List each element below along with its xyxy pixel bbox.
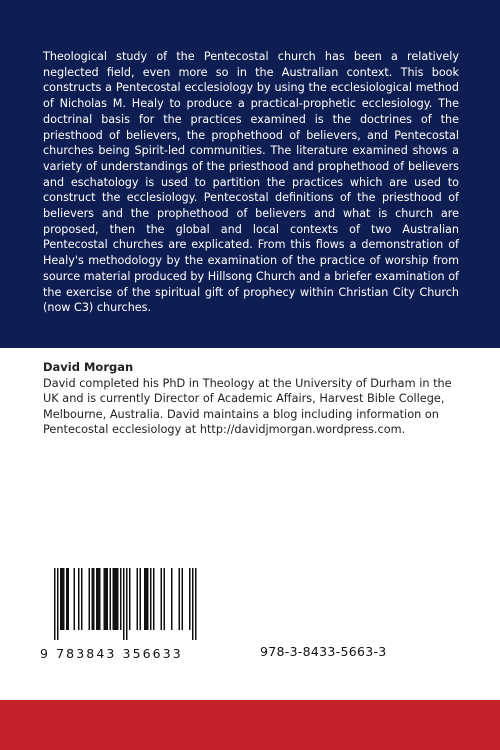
barcode-bar bbox=[117, 568, 119, 630]
barcode-bar bbox=[98, 568, 100, 630]
barcode-bar bbox=[93, 568, 95, 630]
barcode-bar bbox=[60, 568, 62, 630]
barcode-bar bbox=[92, 568, 94, 630]
barcode-bar bbox=[179, 568, 181, 630]
barcode-bar bbox=[171, 568, 173, 630]
book-blurb: Theological study of the Pentecostal church has been a relatively neglected field, even more so in the Australian context. This book constructs a Pentecostal ecclesiology by using the ecclesiological method of Nicholas M. Healy to produce a practical-prophetic ecclesiology. The doctrinal basis for the practices examined is the doctrines of the priesthood of believers, the prophethood of believers, and Pentecostal churches being Spirit-led communities. The literature examined shows a variety of understandings of the priesthood and prophethood of believers and eschatology is used to partition the practices which are used to construct the ecclesiology. Pentecostal definitions of the priesthood of believers and the prophethood of believers and what is church are proposed, then the global and local contexts of two Australian Pentecostal churches are explicated. From this flows a demonstration of Healy's methodology by the examination of the practice of worship from source material produced by Hillsong Church and a briefer examination of the exercise of the spiritual gift of prophecy within Christian City Church (now C3) churches. bbox=[43, 50, 459, 315]
barcode-digits: 9 783843 356633 bbox=[40, 646, 183, 661]
barcode-bar bbox=[140, 568, 142, 630]
barcode-bar bbox=[164, 568, 166, 630]
barcode-bar bbox=[54, 568, 56, 640]
barcode-bar bbox=[57, 568, 59, 640]
barcode-bar bbox=[66, 568, 68, 630]
author-bio: David completed his PhD in Theology at the University of Durham in the UK and is currently Director of Academic Affairs, Harvest Bible College, Melbourne, Australia. David maintains a blog including information on Pentecostal ecclesiology at http://davidjmorgan.wordpress.com. bbox=[43, 376, 452, 436]
barcode-bar bbox=[89, 568, 91, 630]
barcode-bar bbox=[78, 568, 80, 630]
barcode-bar bbox=[104, 568, 106, 630]
barcode-bar bbox=[182, 568, 184, 630]
barcode-bar bbox=[161, 568, 163, 630]
barcode-bar bbox=[68, 568, 70, 630]
barcode-bar bbox=[189, 568, 191, 630]
author-section bbox=[43, 360, 463, 438]
barcode-bar bbox=[150, 568, 152, 630]
barcode-bar bbox=[146, 568, 148, 630]
blurb-panel bbox=[0, 0, 500, 348]
barcode-bar bbox=[107, 568, 109, 630]
barcode bbox=[40, 568, 212, 668]
barcode-bar bbox=[153, 568, 155, 630]
barcode-bar bbox=[81, 568, 83, 630]
barcode-bar bbox=[123, 568, 125, 640]
barcode-bar bbox=[105, 568, 107, 630]
barcode-bar bbox=[144, 568, 146, 630]
barcode-bar bbox=[195, 568, 197, 640]
barcode-bar bbox=[114, 568, 116, 630]
barcode-bar bbox=[192, 568, 194, 640]
barcode-bar bbox=[147, 568, 149, 630]
barcode-bars bbox=[40, 568, 212, 648]
barcode-bar bbox=[62, 568, 64, 630]
barcode-bar bbox=[74, 568, 76, 630]
barcode-bar bbox=[137, 568, 139, 630]
author-name: David Morgan bbox=[43, 360, 134, 374]
barcode-bar bbox=[129, 568, 131, 630]
bottom-color-strip bbox=[0, 700, 500, 750]
barcode-bar bbox=[63, 568, 65, 630]
barcode-bar bbox=[120, 568, 122, 630]
barcode-bar bbox=[113, 568, 115, 630]
barcode-bar bbox=[126, 568, 128, 640]
isbn-number: 978-3-8433-5663-3 bbox=[260, 644, 387, 659]
barcode-bar bbox=[96, 568, 98, 630]
barcode-bar bbox=[99, 568, 101, 630]
barcode-bar bbox=[110, 568, 112, 630]
barcode-bar bbox=[116, 568, 118, 630]
